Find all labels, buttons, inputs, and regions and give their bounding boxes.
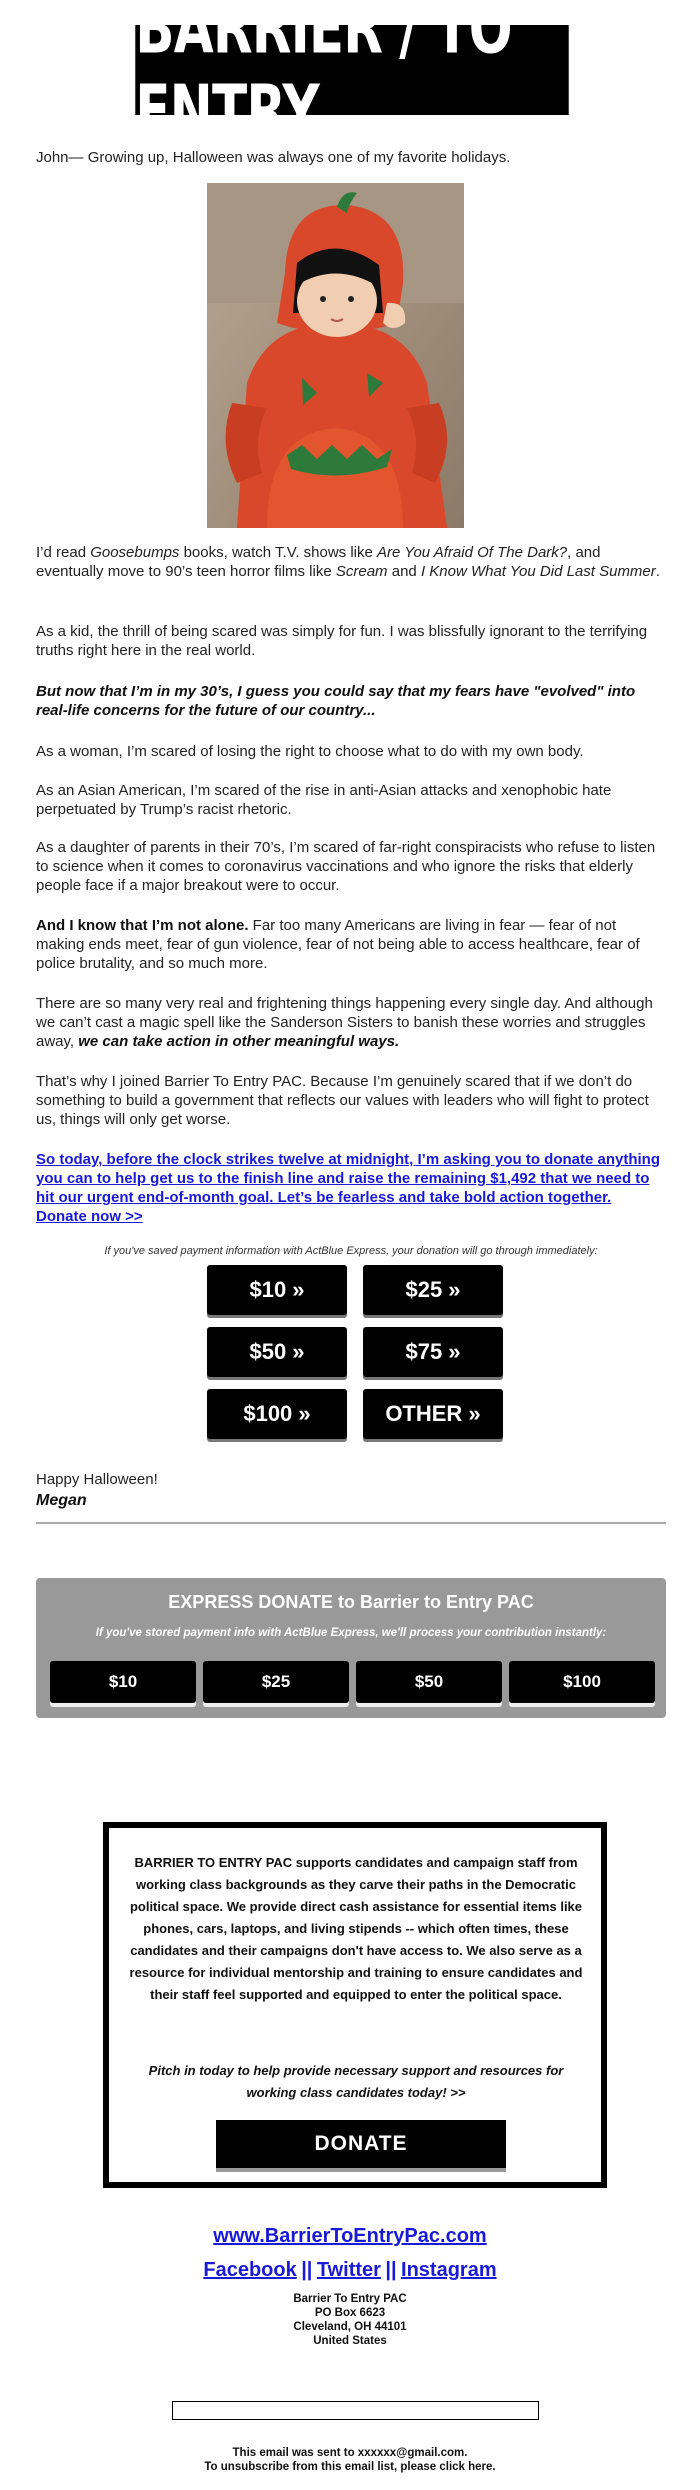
paragraph-shows: I’d read Goosebumps books, watch T.V. shows like Are You Afraid Of The Dark?, and eventually move to 90’s teen horror films like Scream and I Know What You Did Last Summer.	[36, 544, 660, 580]
paragraph-joined-pac: That’s why I joined Barrier To Entry PAC. Because I’m genuinely scared that if we don’t do something to build a government that reflects our values with leaders who will fight to protect us, things will only get worse.	[36, 1073, 649, 1128]
address-line-4: United States	[313, 2335, 387, 2347]
express-50-button[interactable]: $50	[356, 1661, 502, 1703]
logo-text: BARRIER / TO ENTRY	[135, 0, 512, 153]
pac-info-box	[103, 1822, 607, 2188]
donate-25-button[interactable]: $25 »	[363, 1265, 503, 1315]
halloween-photo	[207, 183, 464, 528]
signoff-name: Megan	[36, 1492, 87, 1509]
paragraph-magic-spell: There are so many very real and frightening things happening every single day. And although we can’t cast a magic spell like the Sanderson Sisters to banish these worries and struggles away, we can take action in other meaningful ways.	[36, 995, 653, 1050]
donate-100-button[interactable]: $100 »	[207, 1389, 347, 1439]
child-in-pumpkin-costume-icon	[207, 183, 464, 528]
link-separator: ||	[301, 2259, 313, 2281]
paragraph-asian-american: As an Asian American, I’m scared of the rise in anti-Asian attacks and xenophobic hate perpetuated by Trump’s racist rhetoric.	[36, 782, 612, 818]
address-line-2: PO Box 6623	[314, 2307, 386, 2319]
paragraph-daughter: As a daughter of parents in their 70’s, I’m scared of far-right conspiracists who refuse to listen to science when it comes to coronavirus vaccinations and who ignore the risks that elderly people face if a major breakout were to occur.	[36, 839, 656, 894]
divider	[36, 1522, 666, 1524]
unsubscribe-link[interactable]: To unsubscribe from this email list, please click here.	[204, 2461, 496, 2473]
express-title: EXPRESS DONATE to Barrier to Entry PAC	[168, 1592, 534, 1612]
address-line-1: Barrier To Entry PAC	[293, 2293, 407, 2305]
social-links-row	[0, 2259, 700, 2282]
donate-75-button[interactable]: $75 »	[363, 1327, 503, 1377]
link-separator: ||	[385, 2259, 397, 2281]
express-donate-panel	[36, 1578, 666, 1718]
website-link-row	[0, 2225, 700, 2248]
donate-cta-paragraph	[36, 1150, 666, 1226]
barrier-to-entry-logo	[135, 0, 568, 153]
email-footer	[0, 2446, 700, 2474]
donate-10-button[interactable]: $10 »	[207, 1265, 347, 1315]
express-100-button[interactable]: $100	[509, 1661, 655, 1703]
express-25-button[interactable]: $25	[203, 1661, 349, 1703]
greeting: John— Growing up, Halloween was always one of my favorite holidays.	[36, 149, 511, 166]
paragraph-woman: As a woman, I’m scared of losing the right to choose what to do with my own body.	[36, 743, 584, 760]
facebook-link[interactable]: Facebook	[203, 2259, 297, 2281]
actblue-note: If you've saved payment information with ActBlue Express, your donation will go through immediately:	[104, 1245, 598, 1257]
paragraph-kid: As a kid, the thrill of being scared was simply for fun. I was blissfully ignorant to the terrifying truths right here in the real world.	[36, 623, 648, 659]
pac-pitch: Pitch in today to help provide necessary support and resources for working class candidates today! >>	[148, 2063, 564, 2100]
pac-description: BARRIER TO ENTRY PAC supports candidates and campaign staff from working class backgrounds as they carve their paths in the Democratic political space. We provide direct cash assistance for essential items like phones, cars, laptops, and living stipends -- which often times, these candidates and their campaigns don't have access to. We also serve as a resource for individual mentorship and training to ensure candidates and their staff feel supported and equipped to enter the political space.	[129, 1855, 583, 2002]
website-link[interactable]: www.BarrierToEntryPac.com	[213, 2225, 487, 2247]
express-10-button[interactable]: $10	[50, 1661, 196, 1703]
instagram-link[interactable]: Instagram	[401, 2259, 497, 2281]
paragraph-evolved: But now that I’m in my 30’s, I guess you could say that my fears have "evolved" into real-life concerns for the future of our country...	[36, 683, 636, 719]
donate-50-button[interactable]: $50 »	[207, 1327, 347, 1377]
twitter-link[interactable]: Twitter	[316, 2259, 381, 2281]
empty-box	[172, 2401, 539, 2420]
pac-donate-button[interactable]: DONATE	[216, 2120, 506, 2168]
sent-to-text: This email was sent to xxxxxx@gmail.com.	[232, 2447, 468, 2459]
paragraph-not-alone: And I know that I’m not alone. Far too many Americans are living in fear — fear of not making ends meet, fear of gun violence, fear of not being able to access healthcare, fear of police brutality, and so much more.	[36, 917, 640, 972]
express-subtitle: If you've stored payment info with ActBlue Express, we'll process your contribution instantly:	[95, 1627, 607, 1639]
signoff-line: Happy Halloween!	[36, 1471, 158, 1488]
donate-cta-link[interactable]: So today, before the clock strikes twelve at midnight, I’m asking you to donate anything you can to help get us to the finish line and raise the remaining $1,492 that we need to hit our urgent end-of-month goal. Let’s be fearless and take bold action together. Donate now >>	[36, 1151, 661, 1225]
mailing-address	[0, 2292, 700, 2348]
donate-other-button[interactable]: OTHER »	[363, 1389, 503, 1439]
address-line-3: Cleveland, OH 44101	[293, 2321, 407, 2333]
